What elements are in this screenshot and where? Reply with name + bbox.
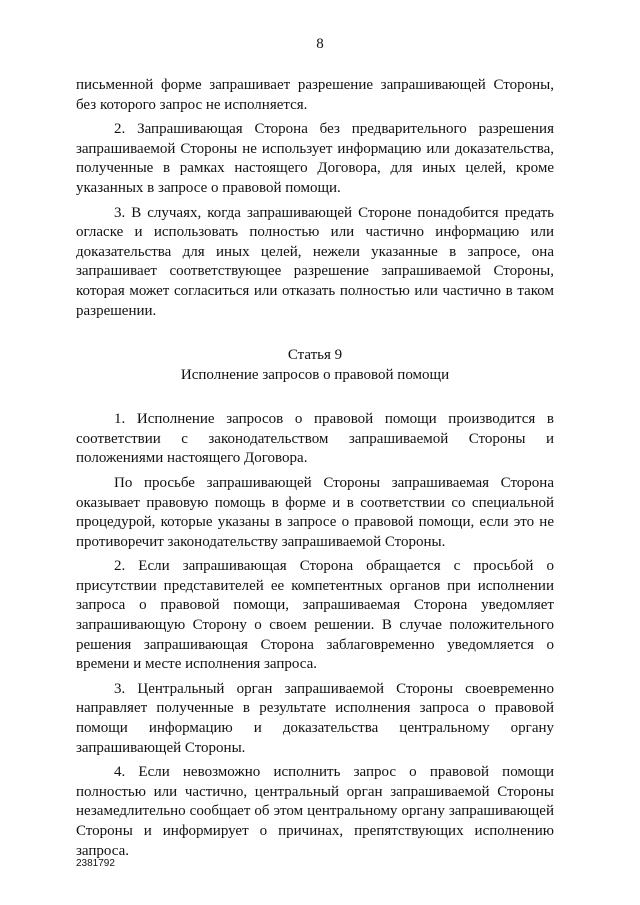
paragraph-clause-3: 3. В случаях, когда запрашивающей Стороне понадобится предать огласке и использовать полностью или частично информацию или доказательства для иных целей, нежели указанные в запросе, она запрашивает соответствующее разрешение запрашиваемой Стороны, которая может согласиться или отказать полностью или частично в таком разрешении. bbox=[76, 204, 554, 319]
paragraph-clause-2: 2. Запрашивающая Сторона без предварительного разрешения запрашиваемой Стороны не использует информацию или доказательства, полученные в рамках настоящего Договора, для иных целей, кроме указанных в запросе о правовой помощи. bbox=[76, 121, 554, 196]
paragraph-article-clause-4: 4. Если невозможно исполнить запрос о правовой помощи полностью или частично, центральный орган запрашиваемой Стороны незамедлительно сообщает об этом центральному органу запрашивающей Стороны и информирует о причинах, препятствующих исполнению запроса. bbox=[76, 764, 554, 859]
document-body bbox=[76, 76, 554, 866]
paragraph-article-clause-3: 3. Центральный орган запрашиваемой Стороны своевременно направляет полученные в результате исполнения запроса о правовой помощи информацию и доказательства центральному органу запрашивающей Стороны. bbox=[76, 680, 554, 756]
page-number: 8 bbox=[316, 36, 324, 52]
paragraph-article-clause-1: 1. Исполнение запросов о правовой помощи производится в соответствии с законодательством запрашиваемой Стороны и положениями настоящего Договора. bbox=[76, 411, 554, 467]
document-id: 2381792 bbox=[76, 858, 115, 869]
paragraph-continuation: письменной форме запрашивает разрешение запрашивающей Стороны, без которого запрос не исполняется. bbox=[76, 77, 554, 113]
article-title: Исполнение запросов о правовой помощи bbox=[180, 367, 450, 384]
article-number: Статья 9 bbox=[287, 347, 343, 364]
paragraph-article-request: По просьбе запрашивающей Стороны запрашиваемая Сторона оказывает правовую помощь в форме и в соответствии со специальной процедурой, которые указаны в запросе о правовой помощи, если это не противоречит законодательству запрашиваемой Стороны. bbox=[76, 474, 554, 550]
article-heading-block bbox=[76, 345, 554, 385]
paragraph-article-clause-2: 2. Если запрашивающая Сторона обращается с просьбой о присутствии представителей ее компетентных органов при исполнении запроса о правовой помощи, запрашиваемая Сторона уведомляет запрашивающую Сторону о своем решении. В случае положительного решения запрашивающая Сторона заблаговременно уведомляется о времени и месте исполнения запроса. bbox=[76, 558, 554, 673]
